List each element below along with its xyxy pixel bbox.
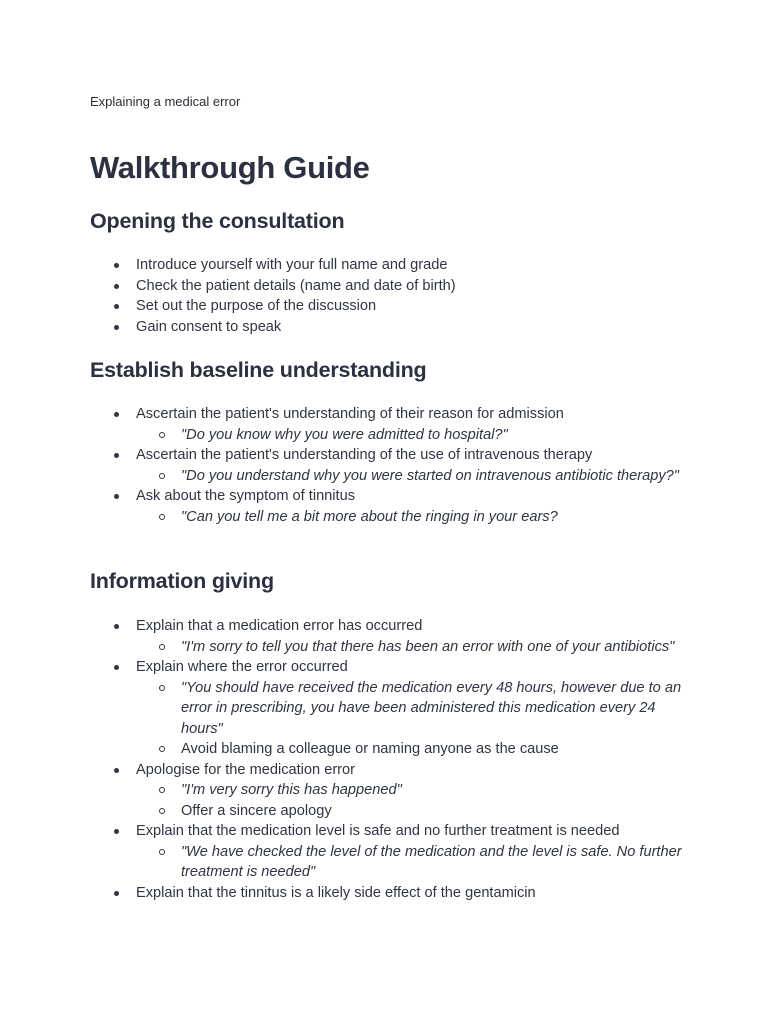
list-item: Apologise for the medication error "I'm very sorry this has happened" Offer a sincere apology bbox=[90, 760, 690, 822]
list-item: Explain that the tinnitus is a likely side effect of the gentamicin bbox=[90, 883, 690, 904]
sub-list-item: "You should have received the medication every 48 hours, however due to an error in prescribing, you have been administered this medication every 24 hours" bbox=[136, 678, 690, 740]
sub-list-item: "I'm sorry to tell you that there has been an error with one of your antibiotics" bbox=[136, 637, 690, 658]
section-baseline bbox=[90, 358, 690, 527]
sub-list-item: "We have checked the level of the medication and the level is safe. No further treatment is needed" bbox=[136, 842, 690, 883]
list-item: Introduce yourself with your full name and grade bbox=[90, 255, 690, 276]
sub-list-item: "Can you tell me a bit more about the ringing in your ears? bbox=[136, 507, 690, 528]
list-item: Explain that a medication error has occurred "I'm sorry to tell you that there has been an error with one of your antibiotics" bbox=[90, 616, 690, 657]
bullet-list bbox=[90, 255, 690, 337]
list-item: Ascertain the patient's understanding of their reason for admission "Do you know why you were admitted to hospital?" bbox=[90, 404, 690, 445]
page-title: Walkthrough Guide bbox=[90, 150, 370, 185]
section-information-giving bbox=[90, 569, 690, 903]
list-item: Set out the purpose of the discussion bbox=[90, 296, 690, 317]
list-item: Explain that the medication level is safe and no further treatment is needed "We have checked the level of the medication and the level is safe. No further treatment is needed" bbox=[90, 821, 690, 883]
sub-list bbox=[136, 842, 690, 883]
sub-list bbox=[136, 637, 690, 658]
list-item: Ask about the symptom of tinnitus "Can you tell me a bit more about the ringing in your ears? bbox=[90, 486, 690, 527]
list-item: Ascertain the patient's understanding of the use of intravenous therapy "Do you understand why you were started on intravenous antibiotic therapy?" bbox=[90, 445, 690, 486]
list-item: Check the patient details (name and date of birth) bbox=[90, 276, 690, 297]
list-item: Explain where the error occurred "You should have received the medication every 48 hours, however due to an error in prescribing, you have been administered this medication every 24 hours" Avoid blaming a colleague or naming anyone as the cause bbox=[90, 657, 690, 760]
sub-list bbox=[136, 678, 690, 760]
sub-list bbox=[136, 780, 690, 821]
sub-list-item: "Do you know why you were admitted to hospital?" bbox=[136, 425, 690, 446]
bullet-list bbox=[90, 616, 690, 903]
sub-list-item: Offer a sincere apology bbox=[136, 801, 690, 822]
sub-list bbox=[136, 425, 690, 446]
section-heading: Opening the consultation bbox=[90, 209, 345, 233]
sub-list-item: "I'm very sorry this has happened" bbox=[136, 780, 690, 801]
section-heading: Information giving bbox=[90, 569, 274, 593]
section-opening bbox=[90, 209, 690, 337]
list-item: Gain consent to speak bbox=[90, 317, 690, 338]
sub-list bbox=[136, 507, 690, 528]
sub-list bbox=[136, 466, 690, 487]
sub-list-item: "Do you understand why you were started on intravenous antibiotic therapy?" bbox=[136, 466, 690, 487]
sub-list-item: Avoid blaming a colleague or naming anyone as the cause bbox=[136, 739, 690, 760]
document-label: Explaining a medical error bbox=[90, 94, 241, 109]
section-heading: Establish baseline understanding bbox=[90, 358, 427, 382]
bullet-list bbox=[90, 404, 690, 527]
